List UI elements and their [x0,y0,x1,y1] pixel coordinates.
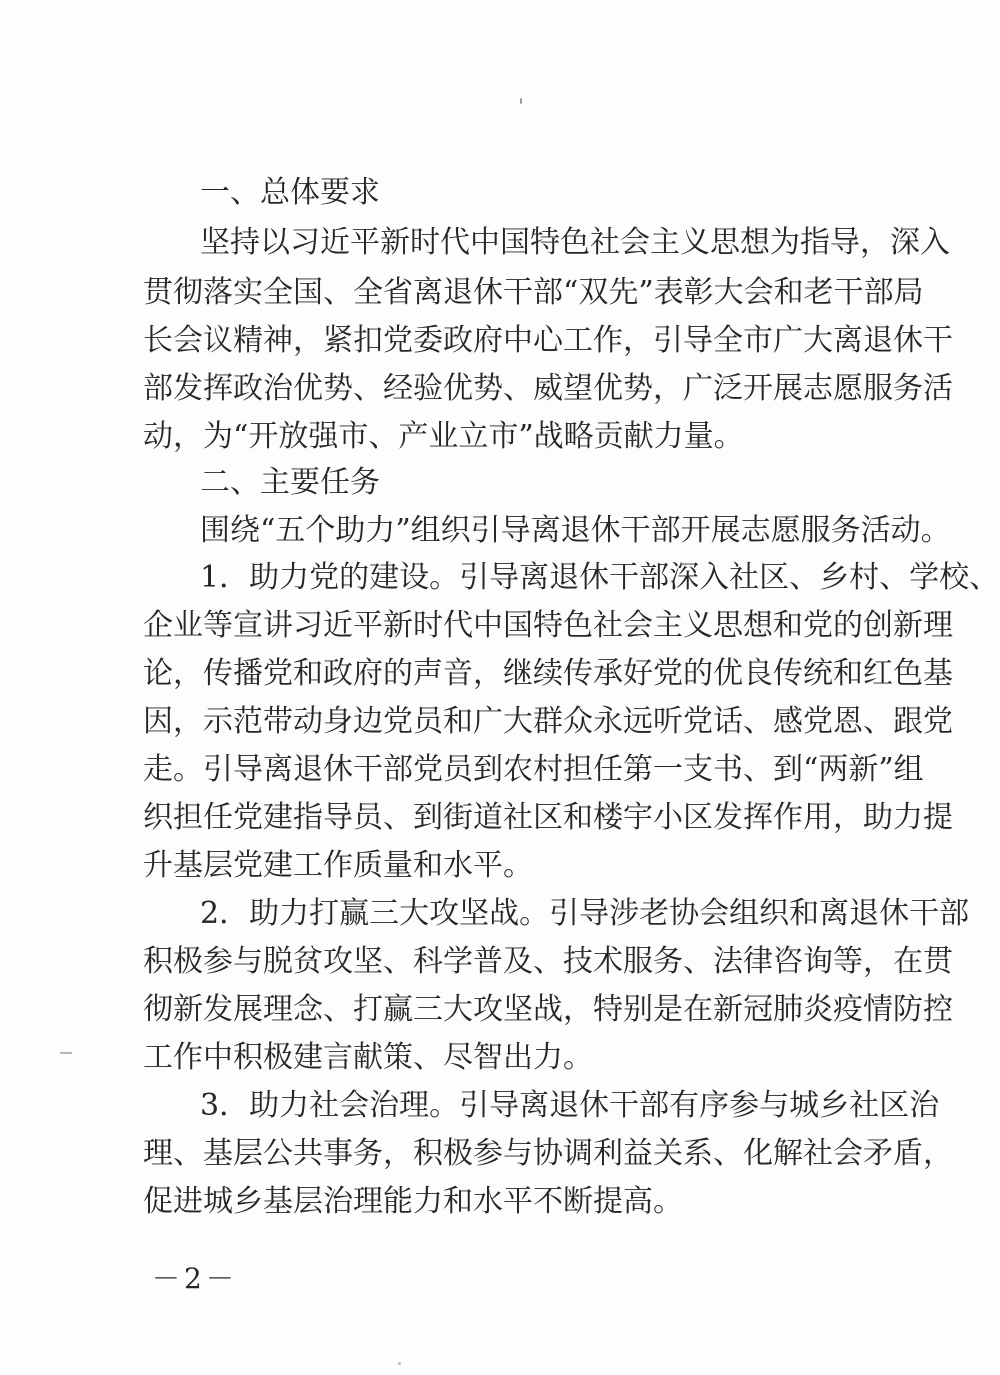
paragraph-line: 动，为“开放强市、产业立市”战略贡献力量。 [143,419,744,454]
paragraph-line: 彻新发展理念、打赢三大攻坚战，特别是在新冠肺炎疫情防控 [143,992,953,1027]
paragraph-line: 积极参与脱贫攻坚、科学普及、技术服务、法律咨询等，在贯 [143,944,953,979]
scan-speck [398,1362,401,1365]
paragraph-line: 工作中积极建言献策、尽智出力。 [143,1040,593,1075]
paragraph-line: 走。引导离退休干部党员到农村担任第一支书、到“两新”组 [143,752,924,787]
paragraph-line: 3．助力社会治理。引导离退休干部有序参与城乡社区治 [200,1088,940,1123]
paragraph-line: 企业等宣讲习近平新时代中国特色社会主义思想和党的创新理 [143,608,953,643]
paragraph-line: 因，示范带动身边党员和广大群众永远听党话、感党恩、跟党 [143,704,953,739]
scan-speck [520,98,522,104]
paragraph-line: 围绕“五个助力”组织引导离退休干部开展志愿服务活动。 [200,513,951,548]
paragraph-line: 理、基层公共事务，积极参与协调利益关系、化解社会矛盾， [143,1136,953,1171]
paragraph-line: 贯彻落实全国、全省离退休干部“双先”表彰大会和老干部局 [143,275,924,310]
section-heading-main-tasks: 二、主要任务 [200,465,380,500]
scan-speck [60,1052,72,1054]
paragraph-line: 升基层党建工作质量和水平。 [143,848,533,883]
paragraph-line: 织担任党建指导员、到街道社区和楼宇小区发挥作用，助力提 [143,800,953,835]
paragraph-line: 坚持以习近平新时代中国特色社会主义思想为指导，深入 [200,225,950,260]
page-number: －2－ [152,1262,238,1295]
paragraph-line: 长会议精神，紧扣党委政府中心工作，引导全市广大离退休干 [143,323,953,358]
paragraph-line: 论，传播党和政府的声音，继续传承好党的优良传统和红色基 [143,656,953,691]
paragraph-line: 1．助力党的建设。引导离退休干部深入社区、乡村、学校、 [200,560,1000,595]
section-heading-overall-requirements: 一、总体要求 [200,175,380,210]
paragraph-line: 2．助力打赢三大攻坚战。引导涉老协会组织和离退休干部 [200,896,970,931]
paragraph-line: 促进城乡基层治理能力和水平不断提高。 [143,1184,683,1219]
paragraph-line: 部发挥政治优势、经验优势、威望优势，广泛开展志愿服务活 [143,371,953,406]
